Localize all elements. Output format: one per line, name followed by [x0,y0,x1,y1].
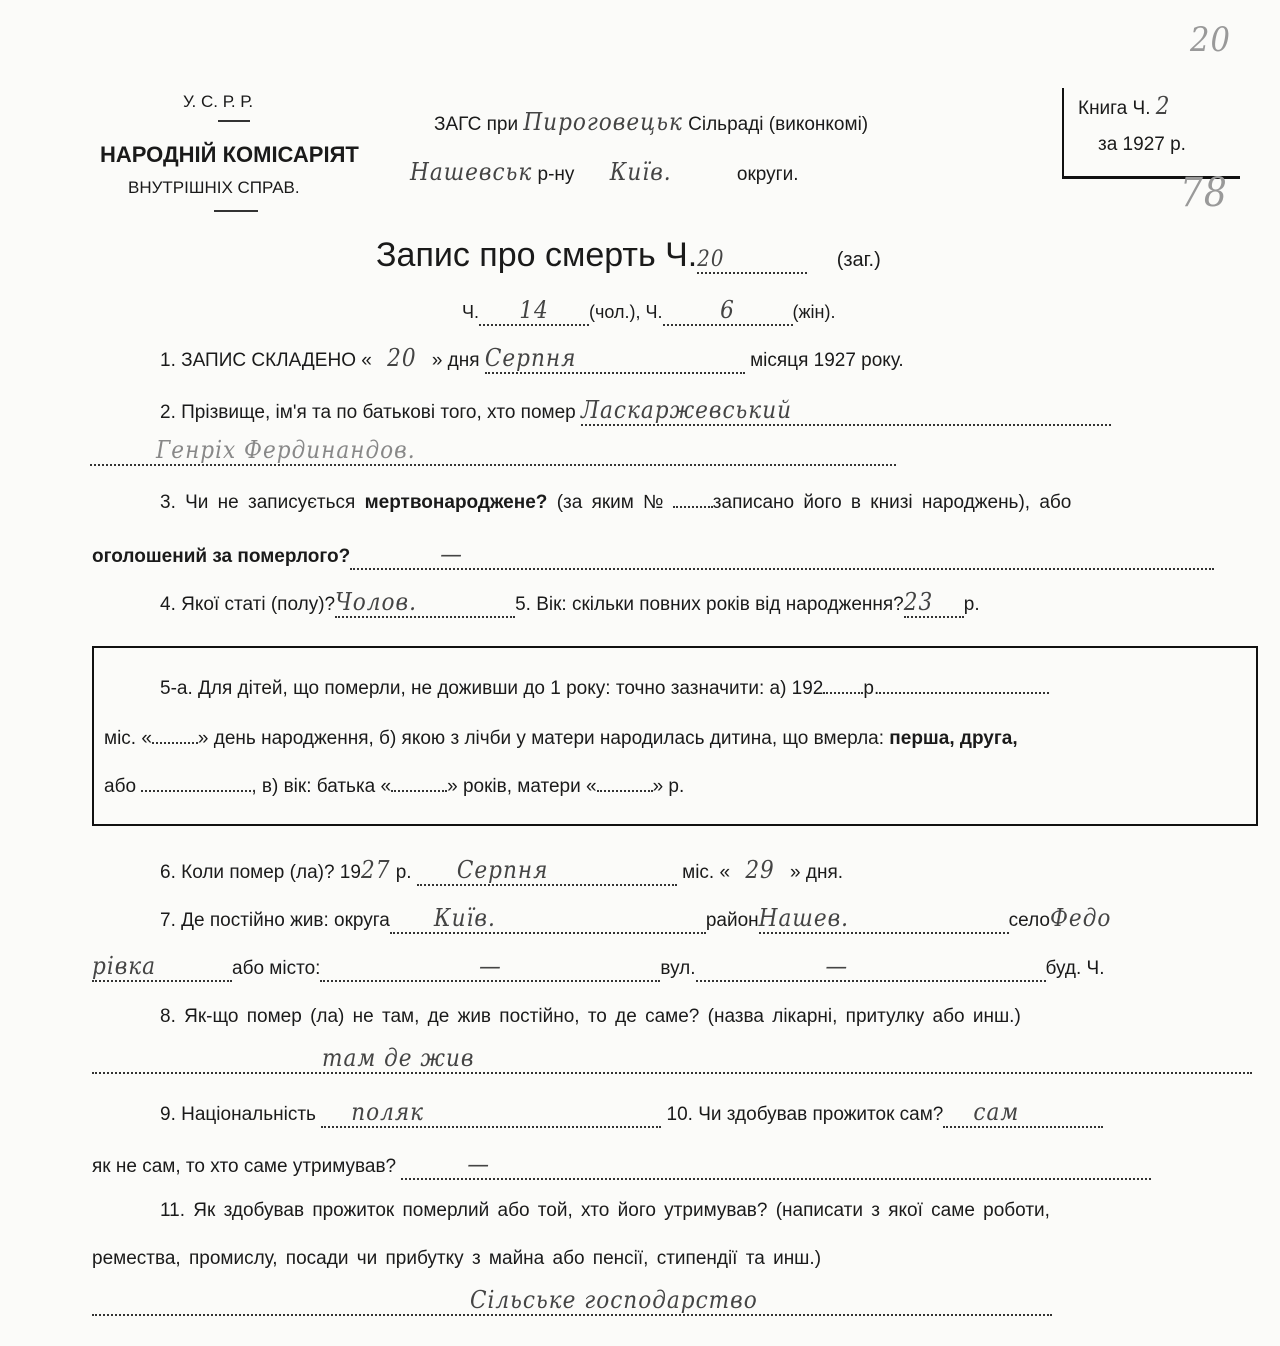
counts-line [462,296,835,326]
label: 5-а. Для дітей, що померли, не доживши до 1 року: точно зазначити: а) 192 [160,678,824,699]
label: » р. [652,776,685,797]
label: 3. Чи не записується [160,492,356,513]
nationality-value: поляк [321,1098,661,1128]
field-7 [160,904,1111,934]
field-2 [160,396,1111,426]
divider [214,210,258,212]
label: (жін). [792,302,836,322]
commissariat: НАРОДНІЙ КОМІСАРІЯТ [100,142,359,167]
label: 6. Коли помер (ла)? 19 [160,862,361,883]
raion-value: Нашев. [759,904,1009,934]
label: або [104,776,137,797]
field-3 [160,492,1071,514]
label: Ч. [462,302,479,322]
label: ЗАГС при [434,114,519,135]
sex-value: Чолов. [335,588,515,618]
day-value: 20 [387,344,417,372]
label: 9. Національність [160,1104,316,1125]
label: вул. [660,958,696,979]
surname-value: Ласкаржевський [581,396,1111,426]
field-6 [160,856,843,886]
field-10b [92,1150,1151,1180]
label: р. [963,594,980,615]
label: 2. Прізвище, ім'я та по батькові того, хто помер [160,402,576,423]
label: як не сам, то хто саме утримував? [92,1156,397,1177]
label: 1. ЗАПИС СКЛАДЕНО « [160,350,372,371]
field-7-cont [92,952,1104,982]
label: 7. Де постійно жив: округа [160,910,390,931]
label: оголошений за померлого? [92,546,351,567]
label: село [1008,910,1050,931]
label: 4. Якої статі (полу)? [160,594,336,615]
selo-value-cont: рівка [92,952,232,982]
occupation-value: Сільське господарство [92,1286,1052,1316]
book-box [1062,88,1240,179]
label: (за яким № [556,492,664,513]
label: » дня [431,350,480,371]
death-month: Серпня [417,856,677,886]
label: р-ну [537,164,575,185]
label: (чол.), Ч. [589,302,663,322]
label: р. [395,862,412,883]
label: , в) вік: батька « [251,776,392,797]
street-value: — [696,952,1046,982]
field-11: 11. Як здобував прожиток померлий або той, хто його утримував? (написати з якої саме роботи, [160,1200,1050,1221]
zags-line [434,108,868,136]
field-4-5 [160,588,980,618]
label: міс. « [104,728,152,749]
book-year: за 1927 р. [1098,134,1186,155]
title-text: Запис про смерть Ч. [376,236,698,274]
republic: У. С. Р. Р. [183,92,254,111]
label: Книга Ч. [1078,98,1151,119]
label: 10. Чи здобував прожиток сам? [666,1104,944,1125]
label: записано його в книзі народжень), або [712,492,1072,513]
death-place-value: там де жив [92,1044,1252,1074]
divider [218,120,250,122]
self-supported-value: сам [943,1098,1103,1128]
record-number: 20 [697,247,807,274]
age-value: 23 [904,588,964,618]
label: перша, друга, [889,728,1018,749]
name-value: Генріх Фердинандов. [90,436,896,466]
department: ВНУТРІШНІХ СПРАВ. [128,178,300,197]
label: мертвонароджене? [364,492,548,513]
label: Сільраді (виконкомі) [688,114,869,135]
misto-value: — [320,952,660,982]
field-5a-line3 [104,776,684,798]
margin-note: 78 [1180,170,1228,216]
female-count: 6 [663,296,793,326]
field-11-cont: ремества, промислу, посади чи прибутку з майна або пенсії, стипендії та инш.) [92,1248,822,1269]
field-1 [160,344,904,374]
label: округи. [736,164,799,185]
field-5a-line2 [104,728,1018,750]
death-day: 29 [745,856,775,884]
book-number: 2 [1155,92,1171,120]
field-8: 8. Як-що помер (ла) не там, де жив постійно, то де саме? (назва лікарні, притулку або инш.) [160,1006,1021,1027]
label: » день народження, б) якою з лічби у матери народилась дитина, що вмерла: [197,728,884,749]
label: 5. Вік: скільки повних років від народження? [515,594,904,615]
declared-value: — [350,540,1214,570]
death-year: 27 [360,856,391,884]
label: » років, матери « [447,776,597,797]
supporter-value: — [401,1150,1151,1180]
label: район [705,910,759,931]
okruha-value: Київ. [609,158,672,186]
male-count: 14 [479,296,589,326]
month-value: Серпня [485,344,745,374]
page-title [376,236,881,275]
village-value: Пироговецьк [523,108,683,136]
margin-note: 20 [1190,20,1231,60]
label: міс. « [682,862,731,883]
label: місяця 1927 року. [750,350,904,371]
field-5a-line1 [160,678,1049,700]
selo-value: Федо [1049,904,1112,932]
district-line [410,158,798,186]
label: або місто: [232,958,321,979]
field-3-declared [92,540,1214,570]
okruha-value: Київ. [390,904,706,934]
label: р. [863,678,880,699]
label: (заг.) [836,249,881,271]
label: буд. Ч. [1045,958,1105,979]
field-9-10 [160,1098,1103,1128]
district-value: Нашевськ [410,158,533,186]
label: » дня. [790,862,844,883]
